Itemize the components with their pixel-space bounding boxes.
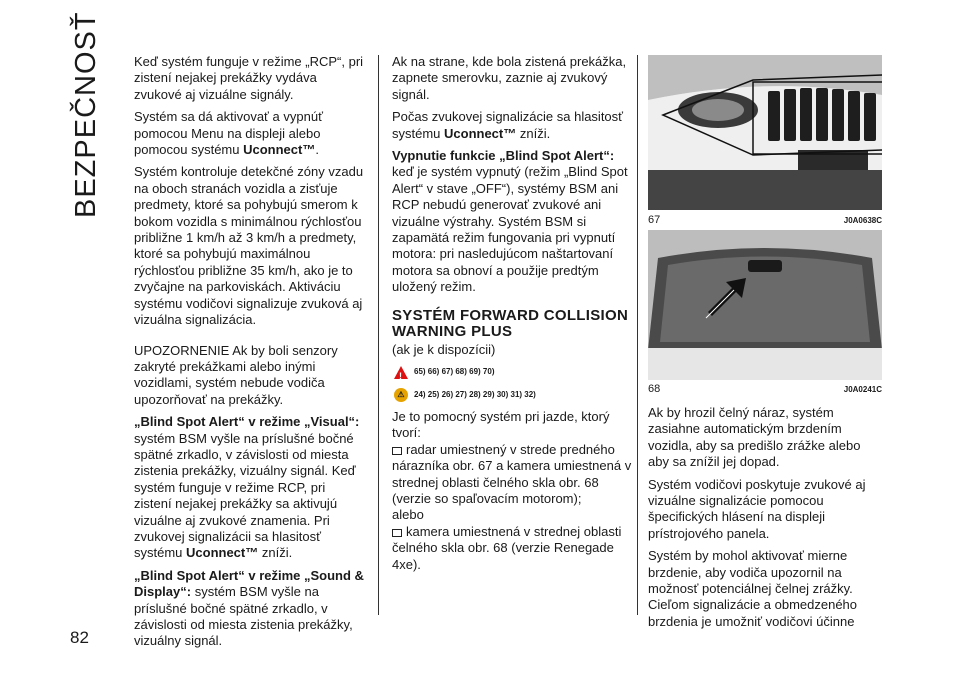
column-3	[648, 405, 882, 636]
figure-68-windshield-camera	[648, 230, 882, 380]
paragraph: Systém kontroluje detekčné zóny vzadu na oboch stranách vozidla a zisťuje predmety, ktoré sa pohybujú smerom k bokom vozidla s minimálnou rýchlosťou približne 1 km/h až 3 km/h a predmety, ktoré sa pohybujú maximálnou rýchlosťou približne 35 km/h, ako je to zvyčajne na parkoviskách. Aktiváciu systému vodičovi signalizuje zvuková aj vizuálna signalizácia.	[134, 164, 364, 328]
paragraph: „Blind Spot Alert“ v režime „Visual“: systém BSM vyšle na príslušné bočné spätné zrkadlo, v závislosti od miesta zistenia prekážky, vizuálny signál. Keď systém funguje v režime RCP, pri zistení nejakej prekážky sa aktivujú vizuálne aj zvukové znamenia. Pri zvukovej signalizácii sa hlasitosť systému Uconnect™ zníži.	[134, 414, 360, 561]
list-separator: alebo	[392, 507, 424, 523]
paragraph: Ak na strane, kde bola zistená prekážka, zapnete smerovku, zaznie aj zvukový signál.	[392, 54, 627, 102]
section-title: BEZPEČNOSŤ	[70, 11, 102, 218]
caution-car-icon: ⚠	[394, 388, 408, 402]
column-divider	[378, 55, 379, 615]
page-number: 82	[70, 628, 89, 647]
paragraph: Systém vodičovi poskytuje zvukové aj vizuálne signalizácie pomocou špecifických hlásení na displeji prístrojového panela.	[648, 476, 866, 541]
warning-triangle-icon	[394, 366, 408, 379]
grille	[768, 88, 876, 141]
bullet-icon	[392, 447, 402, 455]
paragraph: Vypnutie funkcie „Blind Spot Alert“: keď je systém vypnutý (režim „Blind Spot Alert“ v stave „OFF“), systémy BSM ani RCP nebudú generovať zvukové ani vizuálne výstrahy. Systém BSM si zapamätá režim fungovania pri vypnutí motora: pri nasledujúcom naštartovaní motora sa obnoví a použije predtým uložený režim.	[392, 148, 628, 295]
warning-paragraph: UPOZORNENIE Ak by boli senzory zakryté prekážkami alebo inými vozidlami, systém nebude vodiča upozorňovať na prekážky.	[134, 342, 338, 407]
list-item: radar umiestnený v strede predného nárazníka obr. 67 a kamera umiestnená v strednej oblasti čelného skla obr. 68 (verzie so spaľovacím motorom);	[392, 441, 632, 506]
column-divider	[637, 55, 638, 615]
paragraph: Ak by hrozil čelný náraz, systém zasiahne automatickým brzdením vozidla, aby sa predišlo zrážke alebo aby sa znížil jej dopad.	[648, 405, 861, 470]
section-heading: SYSTÉM FORWARD COLLISION WARNING PLUS	[392, 306, 629, 340]
column-2	[392, 54, 632, 573]
paragraph: Systém sa dá aktivovať a vypnúť pomocou Menu na displeji alebo pomocou systému Uconnect™.	[134, 109, 323, 158]
figure-67-front-radar	[648, 55, 882, 210]
bullet-icon	[392, 529, 402, 537]
paragraph: „Blind Spot Alert“ v režime „Sound & Display“: systém BSM vyšle na príslušné bočné spätné zrkadlo, v závislosti od miesta zistenia prekážky, vizuálny signál.	[134, 567, 364, 649]
paragraph: Systém by mohol aktivovať mierne brzdenie, aby vodiča upozornil na možnosť potenciálnej čelnej zrážky. Cieľom signalizácie a obmedzeného brzdenia je umožniť vodičovi účinne	[648, 548, 858, 629]
paragraph: Keď systém funguje v režime „RCP“, pri zistení nejakej prekážky vydáva zvukové aj vizuálne signály.	[134, 54, 364, 102]
paragraph: Počas zvukovej signalizácie sa hlasitosť systému Uconnect™ zníži.	[392, 109, 624, 141]
availability-note: (ak je k dispozícii)	[392, 341, 496, 357]
paragraph: Je to pomocný systém pri jazde, ktorý tvorí:	[392, 408, 610, 441]
warning-references: ! 65) 66) 67) 68) 69) 70)	[394, 364, 632, 380]
list-item: kamera umiestnená v strednej oblasti čelného skla obr. 68 (verzie Renegade 4xe).	[392, 523, 622, 572]
column-1	[134, 54, 364, 656]
caution-references: ⚠ 24) 25) 26) 27) 28) 29) 30) 31) 32)	[394, 387, 632, 403]
